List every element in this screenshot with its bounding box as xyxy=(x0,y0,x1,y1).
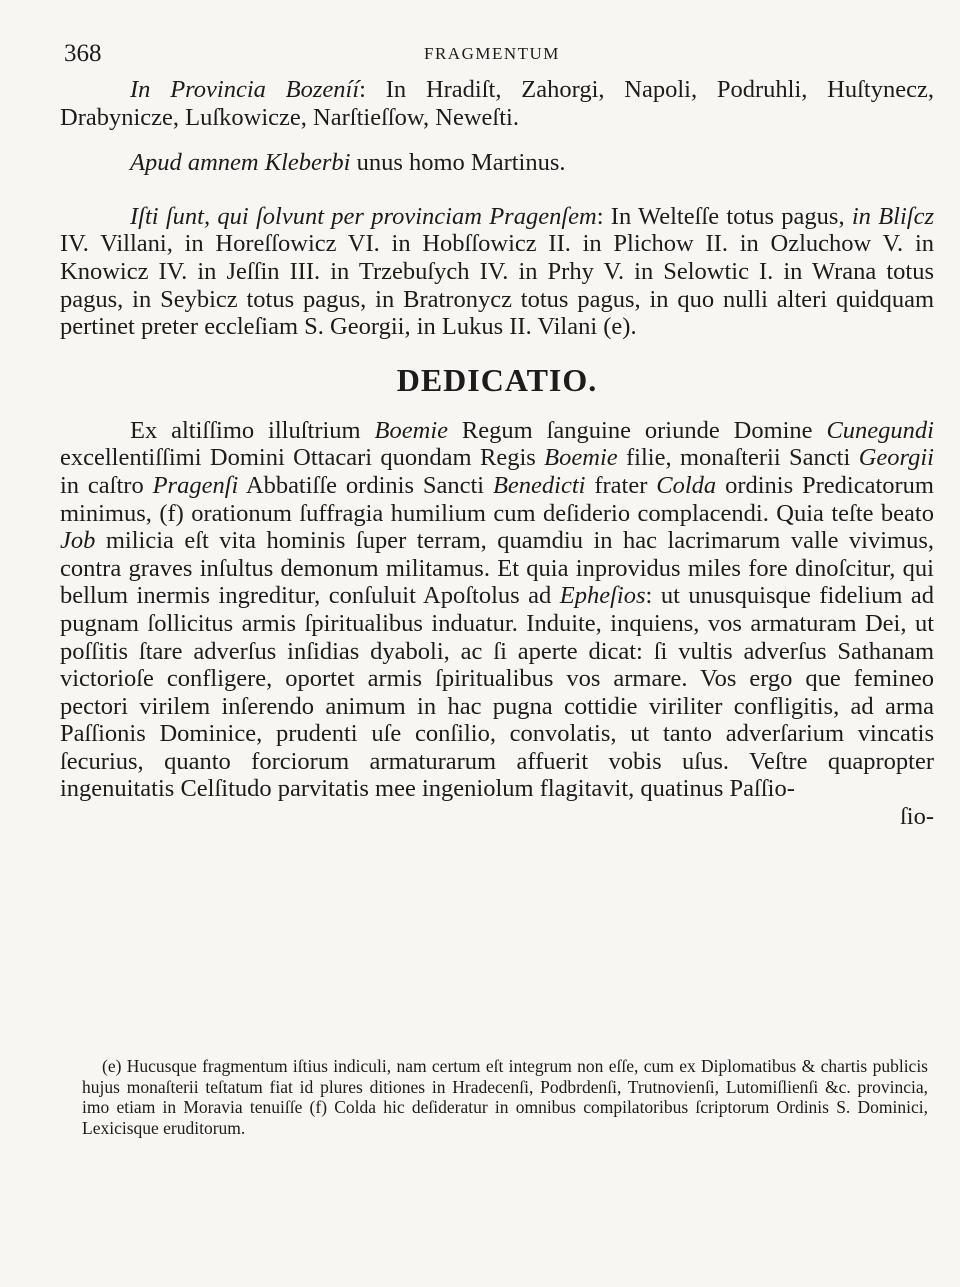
footnote-e: (e) Hucusque fragmentum iſtius indiculi, nam certum eſt integrum non eſſe, cum ex Diplomatibus & chartis publicis hujus monaſterii teſtatum fiat id plures ditiones in Hradecenſi, Podbrdenſi, Trutnovienſi, Lutomiſlienſi &c. provincia, imo etiam in Moravia tenuiſſe xyxy=(82,1056,928,1118)
paragraph-emphasis: in Bliſcz xyxy=(851,202,934,230)
text-run: ordinis Predicatorum minimus, (f) orationum ſuffragia humilium cum deſiderio complacendi. Quia teſte beato xyxy=(60,471,934,527)
paragraph-provincia-bozenii xyxy=(60,76,934,131)
emphasis-run: Georgii xyxy=(858,444,934,472)
emphasis-run: Job xyxy=(60,527,96,555)
text-run: : ut unusquisque fidelium ad pugnam ſollicitus armis ſpiritualibus induatur. Induite, inquiens, vos armaturam Dei, ut poſſitis ſtare adverſus inſidias dyaboli, ac ſi aperte dicat: ſi vultis adverſus Sathanam victorioſe confligere, oportet armis ſpiritualibus vos armare. Vos ergo que femineo pectori virilem inſerendo animum in hac pugna cottidie viriliter confligitis, ad arma Paſſionis Dominice, prudenti uſe conſilio, convolatis, ut tanto adverſarium vincatis ſecurius, quanto forciorum armaturarum affuerit vobis uſus. Veſtre quapropter ingenuitatis Celſitudo parvitatis mee ingeniolum flagitavit, quatinus Paſſio- xyxy=(60,582,935,803)
running-head: FRAGMENTUM xyxy=(424,44,560,63)
emphasis-run: Colda xyxy=(656,471,717,499)
paragraph-isti-sunt xyxy=(60,203,934,341)
paragraph-text: : In Welteſſe totus pagus, xyxy=(596,202,852,230)
text-run: filie, monaſterii Sancti xyxy=(617,444,859,472)
emphasis-run: Boemie xyxy=(374,416,448,444)
text-run: Ex altiſſimo illuſtrium xyxy=(130,416,375,444)
emphasis-run: Cunegundi xyxy=(826,416,934,444)
paragraph-text: : In Hradiſt, Zahorgi, Napoli, Podruhli, Huſtynecz, Drabynicze, Luſkowicze, Narſtieſſow, Neweſti. xyxy=(60,76,934,131)
footnote-f: (f) Colda hic deſideratur in omnibus compilatoribus ſcriptorum Ordinis S. Dominici, Lexicisque eruditorum. xyxy=(82,1097,928,1138)
emphasis-run: Benedicti xyxy=(492,471,586,499)
footnotes xyxy=(82,1056,928,1138)
catchword: ſio- xyxy=(899,803,934,831)
paragraph-text: IV. Villani, in Horeſſowicz VI. in Hobſſowicz II. in Plichow II. in Ozluchow V. in Knowicz IV. in Jeſſin III. in Trzebuſych IV. in Prhy V. in Selowtic I. in Wrana totus pagus, in Seybicz totus pagus, in Bratronycz totus pagus, in quo nulli alteri quidquam pertinet preter eccleſiam S. Georgii, in Lukus II. Vilani (e). xyxy=(60,230,934,341)
text-run: Regum ſanguine oriunde Domine xyxy=(448,416,827,444)
text-run: milicia eſt vita hominis ſuper terram, quamdiu in hac lacrimarum valle vivimus, contra graves inſultus demonum militamus. Et quia inprovidus miles fore dinoſcitur, qui bellum inermis ingreditur, conſuluit Apoſtolus ad xyxy=(60,527,934,610)
text-run: frater xyxy=(585,471,657,499)
paragraph-text: unus homo Martinus. xyxy=(350,149,566,177)
text-run: in caſtro xyxy=(60,471,153,499)
text-run: excellentiſſimi Domini Ottacari quondam Regis xyxy=(60,444,545,472)
page-header xyxy=(64,40,920,76)
paragraph-lead: Apud amnem Kleberbi xyxy=(130,149,351,177)
section-heading: DEDICATIO. xyxy=(396,361,598,398)
paragraph-apud-amnem xyxy=(60,149,934,177)
paragraph-lead: In Provincia Bozeníí xyxy=(130,76,360,103)
emphasis-run: Epheſios xyxy=(559,582,646,610)
page-number: 368 xyxy=(64,40,102,67)
paragraph-lead: Iſti ſunt, qui ſolvunt per provinciam Pragenſem xyxy=(130,202,597,230)
text-run: Abbatiſſe ordinis Sancti xyxy=(238,471,493,499)
main-text xyxy=(60,76,934,831)
emphasis-run: Pragenſi xyxy=(152,471,239,499)
footnote xyxy=(82,1056,928,1138)
emphasis-run: Boemie xyxy=(544,444,618,472)
paragraph-dedicatio xyxy=(60,417,934,803)
